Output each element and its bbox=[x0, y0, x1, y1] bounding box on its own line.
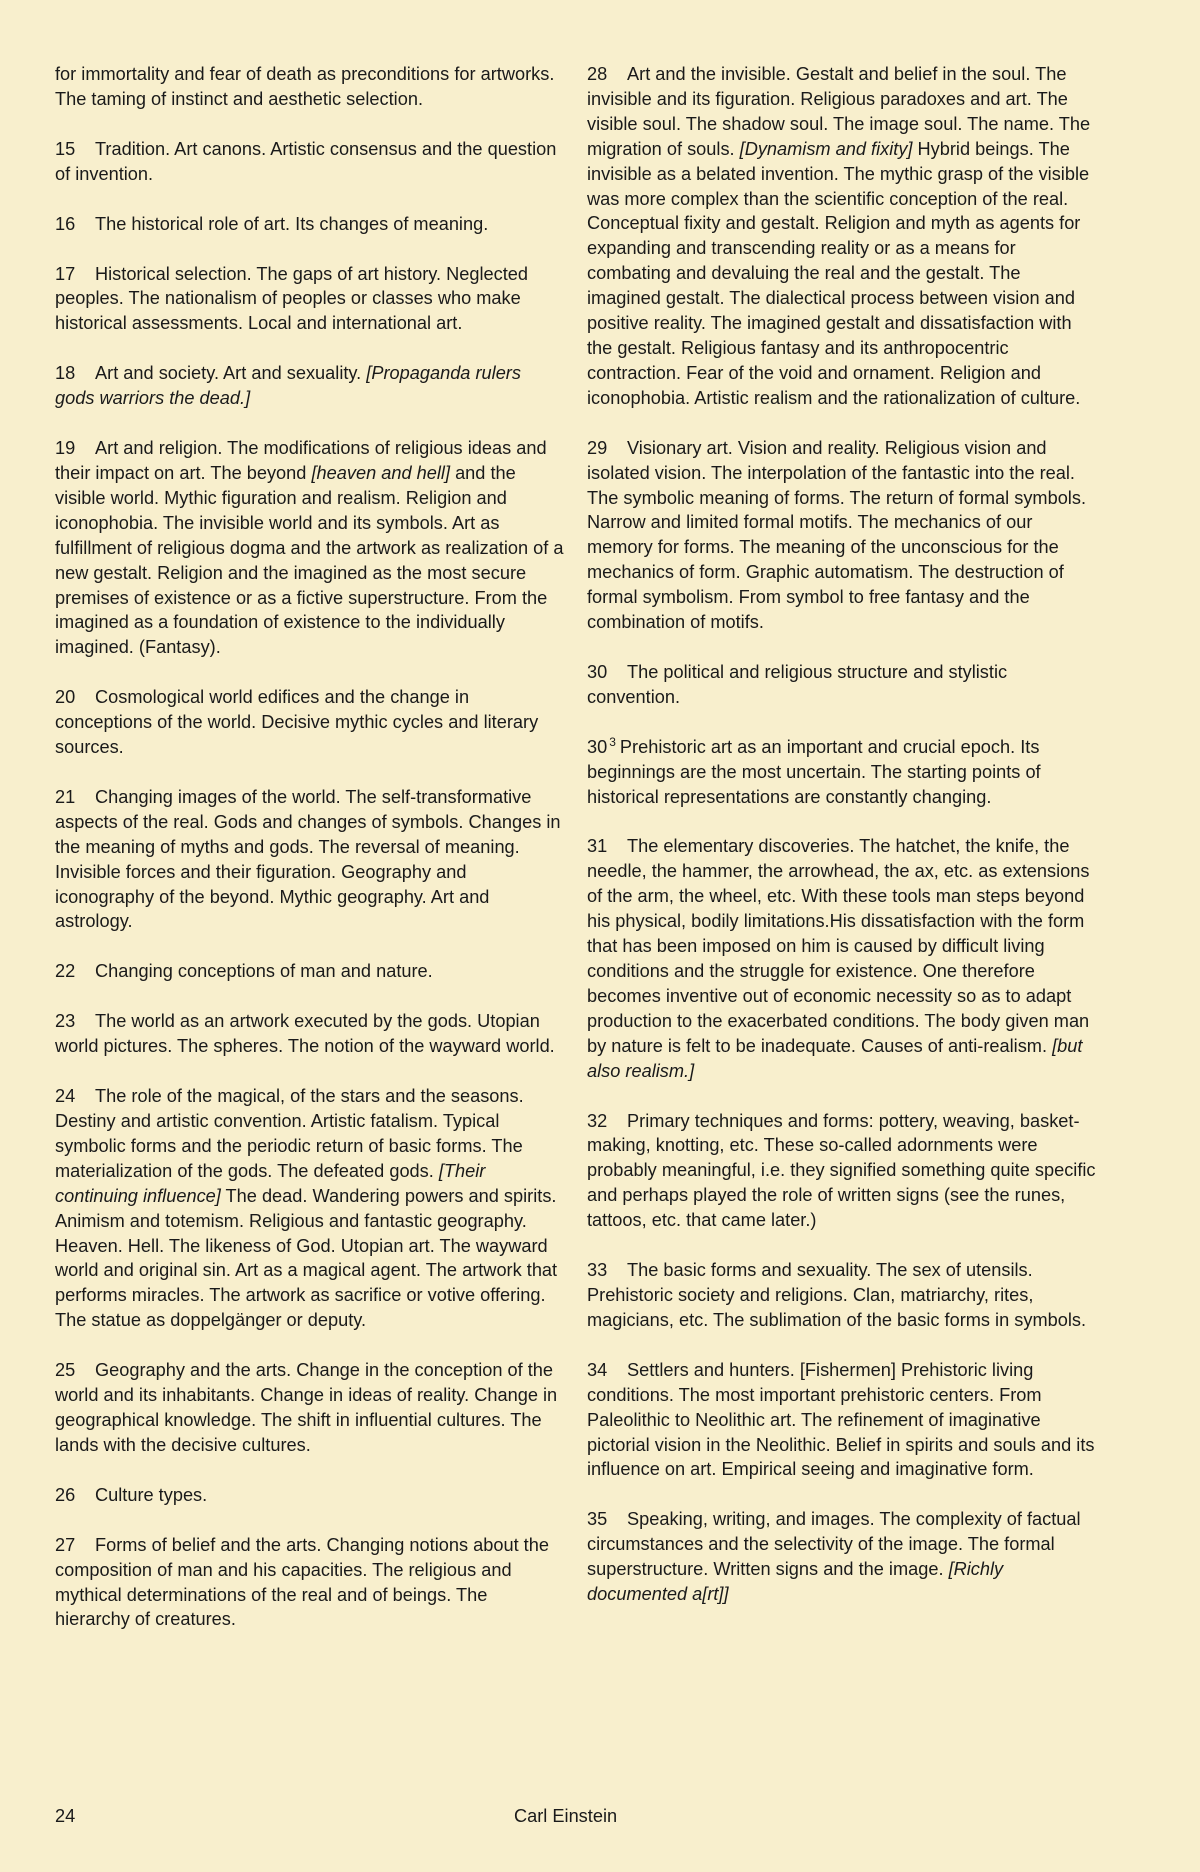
entry-number: 17 bbox=[55, 263, 76, 284]
entry-number: 31 bbox=[587, 836, 608, 857]
entry-21 bbox=[55, 785, 565, 934]
entry-text: Art and religion. The modifications of religious ideas and their impact on art. The beyond bbox=[55, 438, 547, 483]
entry-number: 34 bbox=[587, 1359, 608, 1380]
entry-italic-note: [Dynamism and fixity] bbox=[739, 138, 913, 159]
entry-text: Prehistoric art as an important and crucial epoch. Its beginnings are the most uncertain. The starting points of historical representations are constantly changing. bbox=[587, 736, 1041, 807]
entry-text: Art and society. Art and sexuality. bbox=[95, 363, 367, 384]
entry-number: 15 bbox=[55, 138, 76, 159]
entry-number: 29 bbox=[587, 437, 608, 458]
entry-text: Historical selection. The gaps of art history. Neglected peoples. The nationalism of peoples or classes who make historical assessments. Local and international art. bbox=[55, 263, 528, 334]
entry-italic-note: [Their continuing influence] bbox=[55, 1160, 486, 1206]
entry-number: 35 bbox=[587, 1509, 608, 1530]
entry-number: 22 bbox=[55, 961, 76, 982]
entry-text: Art and the invisible. Gestalt and belief in the soul. The invisible and its figuration. Religious paradoxes and art. The visible soul. The shadow soul. The image soul. The name. The migration of souls. bbox=[587, 64, 1091, 159]
entry-15 bbox=[55, 137, 565, 187]
entry-text: Visionary art. Vision and reality. Religious vision and isolated vision. The interpolation of the fantastic into the real. The symbolic meaning of forms. The return of formal symbols. Narrow and limited formal motifs. The mechanics of our memory for forms. The meaning of the unconscious for the mechanics of form. Graphic automatism. The destruction of formal symbolism. From symbol to free fantasy and the combination of motifs. bbox=[587, 437, 1086, 633]
entry-number: 30 bbox=[587, 661, 608, 682]
entry-italic-note: [but also realism.] bbox=[587, 1035, 1083, 1081]
entry-number: 26 bbox=[55, 1484, 76, 1505]
entry-text: Forms of belief and the arts. Changing notions about the composition of man and his capacities. The religious and mythical determinations of the real and of beings. The hierarchy of creatures. bbox=[55, 1534, 549, 1630]
entry-18 bbox=[55, 361, 565, 411]
entry-italic-note: [Richly documented a[rt]] bbox=[587, 1559, 1004, 1605]
entry-text: Settlers and hunters. [Fishermen] Prehistoric living conditions. The most important prehistoric centers. From Paleolithic to Neolithic art. The refinement of imaginative pictorial vision in the Neolithic. Belief in spirits and souls and its influence on art. Empirical seeing and imaginative form. bbox=[587, 1359, 1095, 1480]
running-author: Carl Einstein bbox=[514, 1806, 618, 1826]
entry-27 bbox=[55, 1533, 565, 1633]
entry-text: Changing conceptions of man and nature. bbox=[95, 961, 433, 982]
entry-number: 28 bbox=[587, 64, 608, 84]
entry-text: Tradition. Art canons. Artistic consensus and the question of invention. bbox=[55, 138, 557, 184]
entry-32 bbox=[587, 1109, 1097, 1234]
entry-text: The role of the magical, of the stars and the seasons. Destiny and artistic convention. Artistic fatalism. Typical symbolic forms and the periodic return of basic forms. The materialization of the gods. The defeated gods. bbox=[55, 1086, 524, 1181]
entry-text-cont: The dead. Wandering powers and spirits. Animism and totemism. Religious and fantastic geography. Heaven. Hell. The likeness of God. Utopian art. The wayward world and original sin. Art as a magical agent. The artwork that performs miracles. The artwork as sacrifice or votive offering. The statue as doppelgänger or deputy. bbox=[55, 1185, 558, 1331]
entry-text: Speaking, writing, and images. The complexity of factual circumstances and the selectivity of the image. The formal superstructure. Written signs and the image. bbox=[587, 1509, 1081, 1580]
entry-24 bbox=[55, 1084, 565, 1333]
entry-number: 20 bbox=[55, 687, 76, 708]
entry-continuation bbox=[55, 62, 565, 112]
entry-text: The elementary discoveries. The hatchet, the knife, the needle, the hammer, the arrowhead, the ax, etc. as extensions of the arm, the wheel, etc. With these tools man steps beyond his physical, bodily limitations.His dissatisfaction with the form that has been imposed on him is caused by difficult living conditions and the struggle for existence. One therefore becomes inventive out of economic necessity so as to adapt production to the exacerbated conditions. The body given man by nature is felt to be inadequate. Causes of anti-realism. bbox=[587, 836, 1090, 1056]
entry-26 bbox=[55, 1483, 565, 1508]
entry-number: 24 bbox=[55, 1086, 76, 1107]
entry-16 bbox=[55, 212, 565, 237]
entry-text: Culture types. bbox=[95, 1484, 208, 1505]
entry-text: Cosmological world edifices and the change in conceptions of the world. Decisive mythic cycles and literary sources. bbox=[55, 687, 539, 758]
entry-number: 33 bbox=[587, 1260, 608, 1281]
entry-number: 16 bbox=[55, 213, 76, 234]
page-number: 24 bbox=[55, 1806, 76, 1826]
entry-number: 19 bbox=[55, 438, 76, 459]
left-column bbox=[55, 62, 565, 1657]
entry-22 bbox=[55, 959, 565, 984]
footnote-marker: 3 bbox=[609, 734, 616, 749]
entry-19 bbox=[55, 436, 565, 660]
entry-30 bbox=[587, 660, 1097, 710]
entry-17 bbox=[55, 262, 565, 337]
entry-number: 23 bbox=[55, 1011, 76, 1032]
entry-text: Primary techniques and forms: pottery, weaving, basket-making, knotting, etc. These so-called adornments were probably meaningful, i.e. they signified something quite specific and perhaps played the role of written signs (see the runes, tattoos, etc. that came later.) bbox=[587, 1110, 1096, 1231]
entry-23 bbox=[55, 1009, 565, 1059]
entry-number: 25 bbox=[55, 1360, 76, 1381]
entry-33 bbox=[587, 1258, 1097, 1333]
entry-29 bbox=[587, 436, 1097, 635]
entry-20 bbox=[55, 685, 565, 760]
entry-34 bbox=[587, 1358, 1097, 1483]
entry-28 bbox=[587, 62, 1097, 411]
entry-text: for immortality and fear of death as preconditions for artworks. The taming of instinct and aesthetic selection. bbox=[55, 64, 555, 109]
entry-text: Changing images of the world. The self-transformative aspects of the real. Gods and changes of symbols. Changes in the meaning of myths and gods. The reversal of meaning. Invisible forces and their figuration. Geography and iconography of the beyond. Mythic geography. Art and astrology. bbox=[55, 786, 561, 932]
entry-text-cont: and the visible world. Mythic figuration and realism. Religion and iconophobia. The invisible world and its symbols. Art as fulfillment of religious dogma and the artwork as realization of a new gestalt. Religion and the imagined as the most secure premises of existence or as a fictive superstructure. From the imagined as a foundation of existence to the individually imagined. (Fantasy). bbox=[55, 462, 564, 658]
right-column bbox=[587, 62, 1097, 1632]
entry-35 bbox=[587, 1507, 1097, 1607]
entry-text-cont: Hybrid beings. The invisible as a belated invention. The mythic grasp of the visible was more complex than the scientific conception of the real. Conceptual fixity and gestalt. Religion and myth as agents for expanding and transcending reality or as a means for combating and devaluing the real and the gestalt. The imagined gestalt. The dialectical process between vision and positive reality. The imagined gestalt and dissatisfaction with the gestalt. Religious fantasy and its anthropocentric contraction. Fear of the void and ornament. Religion and iconophobia. Artistic realism and the rationalization of culture. bbox=[587, 138, 1090, 408]
entry-text: The world as an artwork executed by the gods. Utopian world pictures. The spheres. The notion of the wayward world. bbox=[55, 1011, 555, 1057]
entry-italic-note: [Propaganda rulers gods warriors the dead.] bbox=[55, 363, 521, 409]
entry-text: The historical role of art. Its changes of meaning. bbox=[95, 213, 489, 234]
entry-31 bbox=[587, 834, 1097, 1083]
entry-text: The political and religious structure and stylistic convention. bbox=[587, 661, 1008, 707]
entry-number: 32 bbox=[587, 1110, 608, 1131]
entry-text: Geography and the arts. Change in the conception of the world and its inhabitants. Change in ideas of reality. Change in geographical knowledge. The shift in influential cultures. The lands with the decisive cultures. bbox=[55, 1360, 558, 1455]
entry-number: 27 bbox=[55, 1534, 76, 1555]
entry-number: 30 bbox=[587, 736, 608, 757]
entry-25 bbox=[55, 1358, 565, 1458]
entry-number: 18 bbox=[55, 363, 76, 384]
entry-number: 21 bbox=[55, 786, 76, 807]
entry-30-3 bbox=[587, 735, 1097, 810]
entry-italic-note: [heaven and hell] bbox=[311, 462, 451, 483]
entry-text: The basic forms and sexuality. The sex of utensils. Prehistoric society and religions. Clan, matriarchy, rites, magicians, etc. The sublimation of the basic forms in symbols. bbox=[587, 1260, 1087, 1330]
